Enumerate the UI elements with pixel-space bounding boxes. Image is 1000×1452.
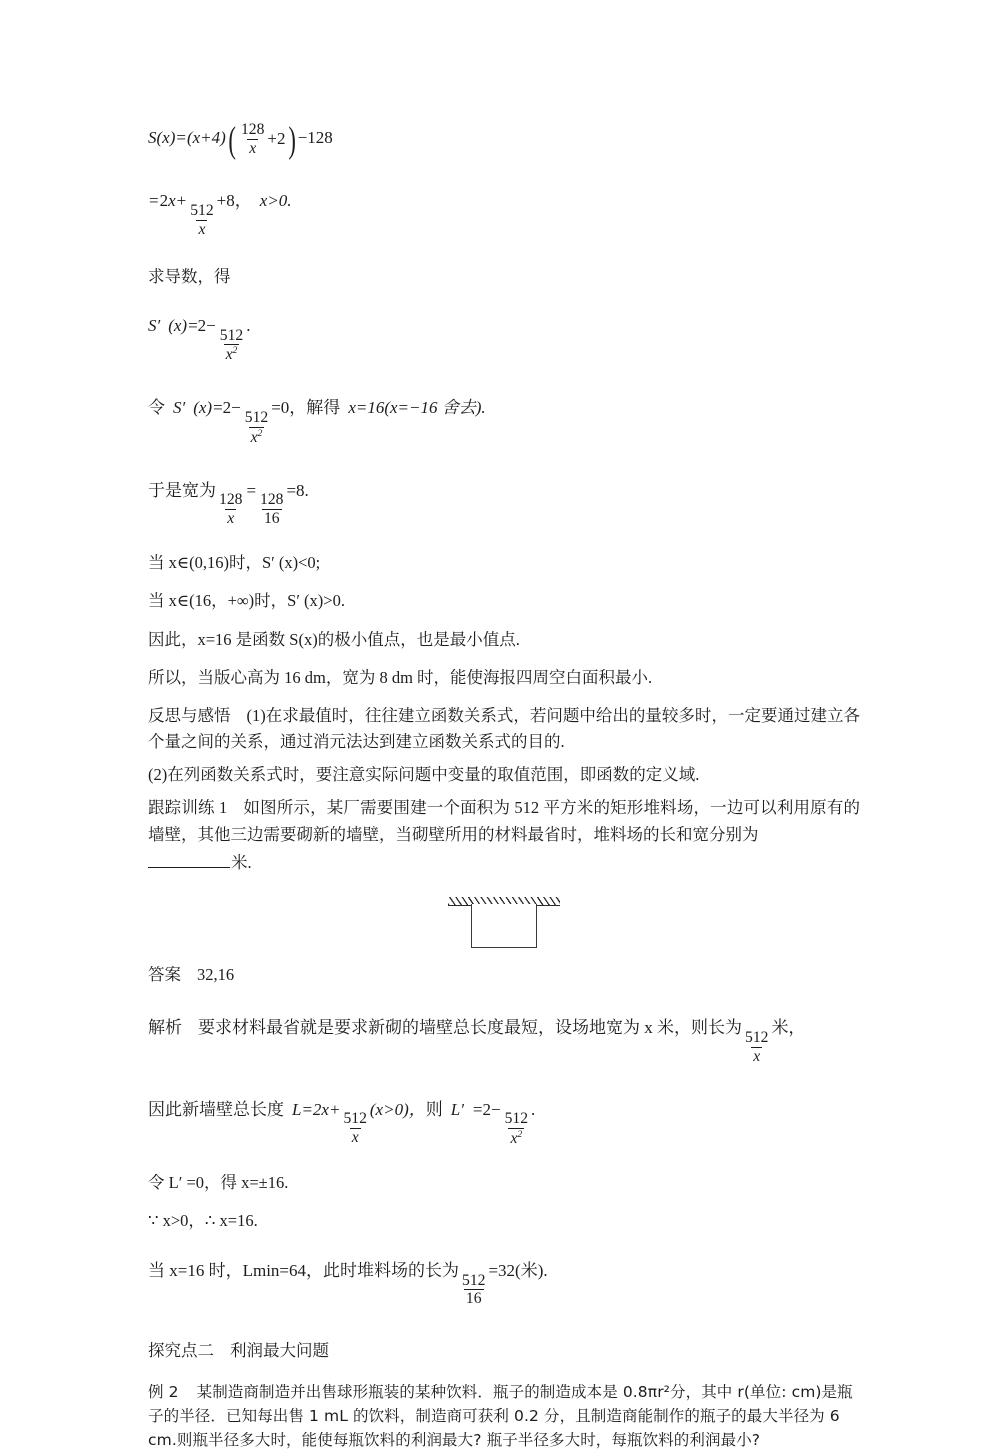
solution-intro-fraction <box>743 1030 770 1064</box>
eq5-numerator-2: 128 <box>260 491 284 509</box>
practice-block <box>148 795 860 848</box>
eq4-zero-text: =0，解得 <box>271 398 341 418</box>
eq5-denominator-2: 16 <box>263 509 280 527</box>
solution-final-tail: =32(米). <box>488 1260 548 1280</box>
section-heading <box>148 1340 860 1360</box>
interval-negative-line: 当 x∈(0,16)时，S′ (x)<0; <box>148 552 321 572</box>
reflection-item-1: (1)在求最值时，往往建立函数关系式，若问题中给出的量较多时，一定要通过建立各个量之间的关系，通过消元法达到建立函数关系式的目的. <box>148 705 860 752</box>
answer-blank-field[interactable] <box>148 852 230 869</box>
eq1-numerator: 128 <box>240 121 265 138</box>
answer-block <box>148 964 860 984</box>
solution-L-condition: (x>0)， <box>369 1099 426 1119</box>
practice-blank-unit: 米. <box>231 853 252 873</box>
eq2-denominator: x <box>198 220 206 238</box>
solution-L-numerator: 512 <box>343 1110 367 1128</box>
eq4-arg: (x) <box>193 398 213 418</box>
eq1-plus-two: +2 <box>267 129 286 149</box>
eq2-fraction <box>188 203 215 237</box>
solution-intro-text: 要求材料最省就是要求新砌的墙壁总长度最短，设场地宽为 x 米，则长为 <box>198 1018 742 1038</box>
figure-container <box>148 889 860 967</box>
eq1-factor: (x+4) <box>186 128 226 148</box>
equation-S-of-x <box>148 118 860 160</box>
equation-set-derivative-zero <box>148 393 860 445</box>
eq1-lhs: S(x) <box>148 128 176 148</box>
solution-intro-line <box>148 1013 860 1064</box>
eq4-denominator: $x^2$ <box>250 427 263 446</box>
eq3-lhs: S′ <box>148 315 161 335</box>
answer-label: 答案 <box>148 964 181 984</box>
eq2-domain: x>0. <box>259 191 292 211</box>
solution-L-fraction <box>341 1111 368 1145</box>
reflection-label: 反思与感悟 <box>148 705 231 725</box>
eq1-fraction <box>239 122 266 156</box>
solution-L-equation-line <box>148 1095 860 1147</box>
eq5-equals-1: = <box>246 480 257 500</box>
solution-L-denominator: x <box>351 1129 359 1147</box>
eq5-denominator-1: x <box>227 509 235 527</box>
conclusion-dimensions-line: 所以，当版心高为 16 dm，宽为 8 dm 时，能使海报四周空白面积最小. <box>148 668 653 688</box>
derivative-intro-line: 求导数，得 <box>148 267 231 287</box>
solution-Lprime-lhs: L′ <box>450 1099 464 1119</box>
eq5-fraction-1 <box>217 492 244 526</box>
example2-text: 某制造商制造并出售球形瓶装的某种饮料．瓶子的制造成本是 0.8πr²分，其中 r(单位: cm)是瓶子的半径．已知每出售 1 mL 的饮料，制造商可获利 0.2 分，且制造商能制作的瓶子的最大半径为 6 cm.则瓶半径多大时，能使每瓶饮料的利润最大? 瓶子半径多大时，每瓶饮料的利润最小? <box>148 1383 853 1449</box>
solution-final-lead: 当 x=16 时，Lmin=64，此时堆料场的长为 <box>148 1260 460 1280</box>
eq4-equals: =2− <box>213 398 241 418</box>
reflection-block <box>148 703 860 756</box>
practice-label: 跟踪训练 1 <box>148 797 228 817</box>
equation-S-prime <box>148 316 860 363</box>
example2-label: 例 2 <box>148 1383 179 1402</box>
eq3-arg: (x) <box>168 315 188 335</box>
solution-intro-tail: 米， <box>771 1018 806 1038</box>
equation-width-value <box>148 476 860 527</box>
eq3-equals: =2− <box>188 315 216 335</box>
eq4-fraction <box>243 410 270 445</box>
eq4-solution: x=16(x=−16 舍去). <box>348 398 486 418</box>
solution-intro-denominator: x <box>753 1047 761 1065</box>
interval-positive-line: 当 x∈(16，+∞)时，S′ (x)>0. <box>148 591 345 611</box>
solution-Lprime-numerator: 512 <box>504 1110 529 1128</box>
equation-S-simplified <box>148 186 860 237</box>
solution-final-fraction <box>460 1273 487 1307</box>
eq4-lhs: S′ <box>173 398 186 418</box>
practice-blank-line <box>148 850 860 877</box>
document-content <box>148 100 860 1452</box>
solution-Lprime-denominator: $x^2$ <box>510 1129 523 1148</box>
solution-since-line: ∵ x>0，∴ x=16. <box>148 1211 258 1231</box>
eq2-plus-8: +8， <box>216 191 252 211</box>
reflection-item-2-block <box>148 762 860 789</box>
rectangular-yard-against-wall-diagram <box>448 889 560 951</box>
eq1-paren-group <box>226 118 298 160</box>
eq1-denominator: x <box>249 139 257 157</box>
eq5-result: =8. <box>286 480 309 500</box>
right-paren-icon: ) <box>287 118 296 160</box>
solution-intro-numerator: 512 <box>745 1029 769 1047</box>
yard-rectangle-shape <box>471 904 537 948</box>
section-title: 利润最大问题 <box>230 1340 329 1360</box>
solution-L-lhs: L=2x+ <box>292 1099 341 1119</box>
eq2-numerator: 512 <box>190 202 214 220</box>
solution-L-then: 则 <box>425 1099 443 1119</box>
eq1-equals: = <box>176 128 186 148</box>
conclusion-min-point-line: 因此，x=16 是函数 S(x)的极小值点，也是最小值点. <box>148 629 520 649</box>
solution-Lprime-fraction <box>503 1111 530 1146</box>
eq5-fraction-2 <box>258 492 285 526</box>
solution-set-zero-line: 令 L′ =0，得 x=±16. <box>148 1172 289 1192</box>
section-label: 探究点二 <box>148 1340 214 1360</box>
reflection-item-2: (2)在列函数关系式时，要注意实际问题中变量的取值范围，即函数的定义域. <box>148 765 700 785</box>
eq1-minus-128: −128 <box>297 128 333 148</box>
solution-Lprime-equals: =2− <box>472 1099 501 1119</box>
example2-block <box>148 1381 860 1452</box>
solution-final-numerator: 512 <box>462 1271 486 1289</box>
eq4-lead: 令 <box>148 398 165 418</box>
left-paren-icon: ( <box>228 118 236 160</box>
practice-text: 如图所示，某厂需要围建一个面积为 512 平方米的矩形堆料场，一边可以利用原有的墙壁，其他三边需要砌新的墙壁，当砌壁所用的材料最省时，堆料场的长和宽分别为 <box>148 797 861 844</box>
eq4-numerator: 512 <box>244 409 269 427</box>
answer-value: 32,16 <box>197 964 235 984</box>
eq3-period: . <box>246 315 251 335</box>
eq5-lead: 于是宽为 <box>148 480 216 500</box>
eq3-denominator: $x^2$ <box>225 345 238 364</box>
eq5-numerator-1: 128 <box>219 491 243 509</box>
solution-final-line <box>148 1256 860 1307</box>
eq3-fraction <box>218 328 245 363</box>
solution-Lprime-period: . <box>531 1099 536 1119</box>
eq2-equals-2x: =2x+ <box>149 191 187 211</box>
solution-L-lead: 因此新墙壁总长度 <box>148 1099 284 1119</box>
eq3-numerator: 512 <box>219 326 244 344</box>
solution-label: 解析 <box>148 1018 182 1038</box>
solution-final-denominator: 16 <box>465 1290 482 1308</box>
